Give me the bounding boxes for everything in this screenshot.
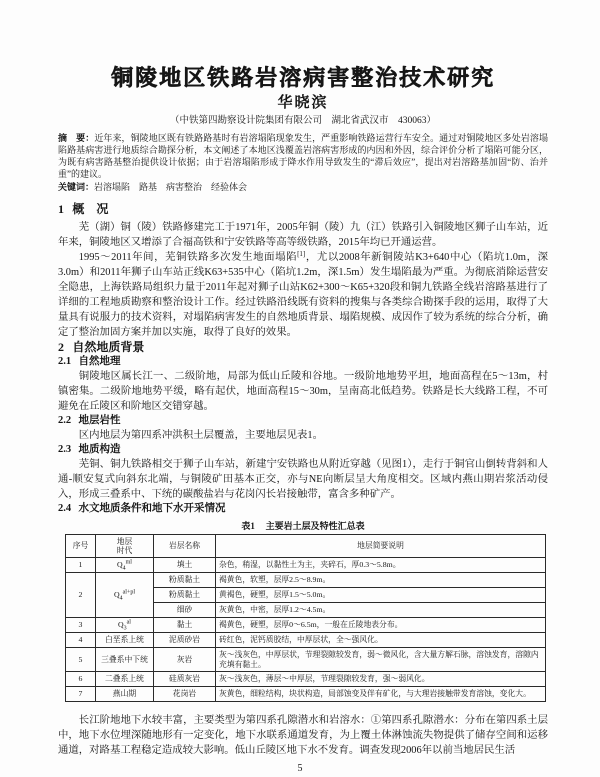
subsection-number: 2.3 [58,444,72,455]
table-number: 表1 [241,521,255,531]
table-header-text: 地层时代 [116,536,133,555]
paragraph-text: 1995～2011年间，芜铜铁路多次发生地面塌陷 [78,252,298,263]
age-symbol: Q [117,560,123,570]
paragraph: 铜陵地区属长江一、二级阶地，局部为低山丘陵和谷地。一级阶地地势平坦，地面高程在5～13m，村镇密集。二级阶地地势平缓，略有起伏，地面高程15～30m，呈南高北低趋势。铁路是长大线路工程，不可避免在丘陵区和阶地区交错穿越。 [58,371,548,412]
table-row [66,648,546,672]
table-cell-desc: 褐黄色，硬塑，层厚0～6.5m，一般在丘陵地表分布。 [216,618,546,633]
age-symbol: Q [113,590,120,600]
table-header-cell: 序号 [66,535,96,558]
table-caption [58,520,548,533]
subsection-number: 2.1 [58,356,72,367]
table-header-cell [96,535,154,558]
paragraph-text: ，尤以2008年新铜陵站K3+640中心（陷坑1.0m，深3.0m）和2011年狮子山车站正线K63+535中心（陷坑1.2m，深1.5m）发生塌陷最为严重。为彻底消除运营安全隐患，上海铁路局组织力量于2011年起对狮子山站K62+300～K65+320段和铜九铁路全线岩溶路基进行了详细的工程地质勘察和整治设计工作。经过铁路沿线既有资料的搜集与各类综合勘探手段的运用，取得了大量具有说服力的技术资料，对塌陷病害发生的自然地质背景、塌陷规模、成因作了较为系统的综合分析，确定了整治加固方案并加以实施，取得了良好的效果。 [58,252,548,338]
subsection-heading [58,502,548,516]
paper-title: 铜陵地区铁路岩溶病害整治技术研究 [110,65,495,91]
table-cell-no: 3 [66,618,96,633]
page-number: 5 [297,763,303,774]
table-cell-name: 黏土 [154,618,216,633]
citation-ref: [1] [297,250,306,258]
keywords [58,181,548,193]
table-header-row [66,535,546,558]
table-cell-desc: 灰黄色，细粒结构，块状构造，局部蚀变及伴有矿化，与大理岩接触带发育溶蚀，变化大。 [216,687,546,702]
paragraph: 区内地层为第四系冲洪积土层覆盖，主要地层见表1。 [78,430,323,441]
keywords-label: 关键词： [58,182,95,192]
table-header-cell: 地层简要说明 [216,535,546,558]
table-cell-desc: 灰黄色，中密，层厚1.2～4.5m。 [216,603,546,618]
subsection-number: 2.4 [58,503,72,514]
table-cell-age [96,618,154,633]
age-superscript: al [126,619,131,626]
section-title: 概 况 [72,202,109,216]
table-cell-age [96,573,154,618]
section-number: 1 [58,202,64,216]
table-cell-name: 泥质砂岩 [154,633,216,648]
table-cell-no: 1 [66,558,96,573]
paragraph [58,250,548,340]
section-heading-2 [58,340,548,355]
subsection-number: 2.2 [58,415,72,426]
table-cell-age: 二叠系上统 [96,672,154,687]
paragraph: 长江阶地地下水较丰富，主要类型为第四系孔隙潜水和岩溶水：①第四系孔隙潜水：分布在第四系土层中，地下水位埋深随地形有一定变化，地下水联系通道发育，为上覆土体淋蚀流失物提供了储存空间和运移通道，对路基工程稳定造成较大影响。低山丘陵区地下水不发育。调查发现2006年以前当地居民生活 [58,715,548,756]
abstract-label: 摘 要： [58,133,95,143]
table-cell-name: 花岗岩 [154,687,216,702]
strata-table [65,534,546,702]
section-heading-1 [58,202,548,217]
table-cell-desc: 褐黄色，软塑，层厚2.5～8.9m。 [216,573,546,588]
age-subscript: 3 [123,625,127,632]
author-affiliation: （中铁第四勘察设计院集团有限公司 湖北省武汉市 430063） [169,116,436,126]
table-row [66,687,546,702]
section-number: 2 [58,340,64,354]
subsection-heading [58,443,548,457]
table-cell-desc: 砖红色，泥钙质胶结，中厚层状，全～强风化。 [216,633,546,648]
table-cell-desc: 灰～浅灰色，中厚层状，节理裂隙较发育，弱～微风化，含大量方解石脉，溶蚀发育，溶隙内充填有黏土。 [216,648,546,672]
age-symbol: Q [118,620,124,630]
abstract-text: 近年来，铜陵地区既有铁路路基时有岩溶塌陷现象发生，严重影响铁路运营行车安全。通过对铜陵地区多处岩溶塌陷路基病害进行地质综合勘探分析，本文阐述了本地区浅覆盖岩溶病害形成的内因和外因，综合评价分析了塌陷可能分区，为既有病害路基整治提供设计依据；由于岩溶塌陷形成于降水作用导致发生的“滞后效应”，提出对岩溶路基加固“防、治并重”的建议。 [58,133,548,179]
table-cell-no: 6 [66,672,96,687]
table-header-cell: 岩层名称 [154,535,216,558]
table-cell-name: 硅质灰岩 [154,672,216,687]
subsection-title: 地质构造 [78,444,121,455]
table-cell-name: 细砂 [154,603,216,618]
subsection-title: 自然地理 [78,356,121,367]
keywords-text: 岩溶塌陷 路基 病害整治 经验体会 [94,182,248,192]
subsection-title: 地层岩性 [78,415,121,426]
page-content [58,64,548,758]
paragraph: 芜（湖）铜（陵）铁路修建完工于1971年，2005年铜（陵）九（江）铁路引入铜陵地区狮子山车站，近年来，铜陵地区又增添了合福高铁和宁安铁路等高等级铁路，2015年均已开通运营。 [58,222,548,248]
table-cell-age: 燕山期 [96,687,154,702]
table-cell-name: 粉质黏土 [154,588,216,603]
table-row [66,573,546,588]
table-row [66,633,546,648]
abstract [58,132,548,180]
paragraph: 芜铜、铜九铁路相交于狮子山车站，新建宁安铁路也从附近穿越（见图1），走行于铜官山倒转背斜和人通-顺安复式向斜东北端，与铜陵矿田基本正交，亦与NE向断层呈大角度相交。区域内燕山期岩浆活动侵入，形成三叠系中、下统的碳酸盐岩与花岗闪长岩接触带，富含多种矿产。 [58,459,548,500]
author-name: 华晓滨 [277,95,329,111]
age-subscript: 4 [119,595,123,602]
age-superscript: al+pl [122,589,136,596]
table-row [66,618,546,633]
table-cell-no: 5 [66,648,96,672]
table-cell-name: 灰岩 [154,648,216,672]
section-title: 自然地质背景 [72,340,145,354]
table-cell-age: 三叠系中下统 [96,648,154,672]
table-cell-desc: 灰～浅灰色，薄层～中厚层，节理裂隙较发育，强～弱风化。 [216,672,546,687]
table-caption-text: 主要岩土层及特性汇总表 [265,521,365,531]
table-cell-age [96,558,154,573]
table-cell-no: 2 [66,573,96,618]
table-cell-age: 白垩系上统 [96,633,154,648]
table-cell-desc: 黄褐色，硬塑，层厚1.5～5.0m。 [216,588,546,603]
subsection-title: 水文地质条件和地下水开采情况 [78,503,226,514]
table-cell-name: 粉质黏土 [154,573,216,588]
age-subscript: 4 [122,565,126,572]
table-cell-desc: 杂色，稍湿，以黏性土为主，夹碎石，厚0.3～5.8m。 [216,558,546,573]
table-cell-no: 7 [66,687,96,702]
table-cell-no: 4 [66,633,96,648]
age-superscript: ml [125,559,132,566]
table-row [66,672,546,687]
subsection-heading [58,355,548,369]
table-row [66,558,546,573]
subsection-heading [58,414,548,428]
table-cell-name: 填土 [154,558,216,573]
